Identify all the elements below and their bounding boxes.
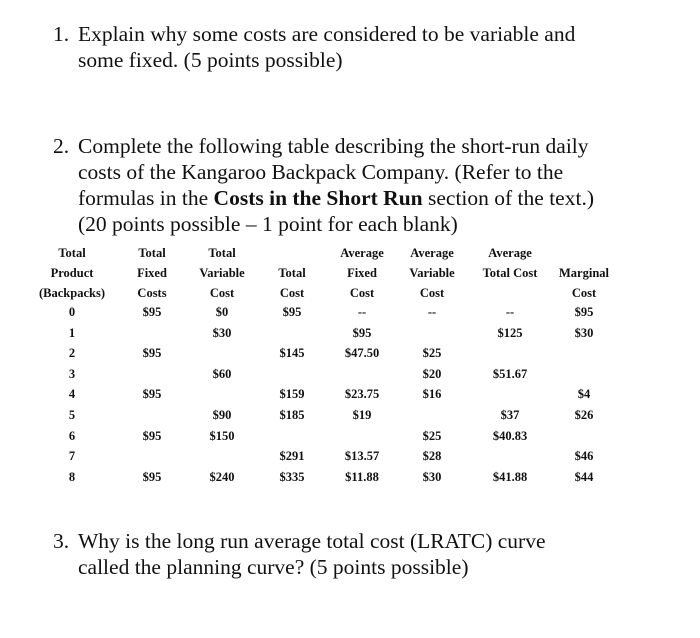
table-cell-fixed-cost: $95 — [142, 346, 162, 361]
header-product-line-1: Total — [58, 246, 86, 260]
table-cell-product: 5 — [68, 408, 76, 422]
table-cell-total-cost: $291 — [279, 449, 305, 464]
question-2-line-3-pre: formulas in the — [78, 186, 214, 210]
header-marginal-cost-line-2: Marginal — [559, 266, 609, 280]
table-cell-fixed-cost: $95 — [142, 428, 162, 443]
header-avg-fixed-cost-line-1: Average — [340, 246, 384, 260]
table-cell-avg-fixed-cost: $47.50 — [344, 346, 380, 361]
table-cell-avg-fixed-cost: -- — [357, 305, 367, 319]
table-cell-avg-variable-cost: $25 — [422, 346, 442, 361]
table-cell-avg-variable-cost: -- — [427, 305, 437, 319]
table-cell-product: 4 — [68, 387, 76, 402]
header-fixed-cost-line-1: Total — [138, 246, 166, 260]
table-cell-total-cost: $145 — [279, 346, 305, 361]
table-cell-avg-fixed-cost: $95 — [352, 325, 372, 340]
table-cell-avg-total-cost: $125 — [497, 325, 523, 340]
header-marginal-cost-line-3: Cost — [571, 286, 597, 300]
table-cell-product: 7 — [68, 449, 76, 464]
header-avg-fixed-cost-line-3: Cost — [349, 286, 375, 300]
table-cell-marginal-cost: $46 — [574, 449, 594, 464]
question-3-line-2: called the planning curve? (5 points possible) — [78, 555, 469, 579]
question-2-line-3 — [78, 185, 594, 211]
table-cell-avg-total-cost: $40.83 — [492, 428, 528, 443]
table-cell-avg-total-cost: $41.88 — [492, 469, 528, 484]
table-cell-product: 3 — [68, 366, 76, 381]
table-cell-product: 8 — [68, 469, 76, 484]
table-cell-variable-cost: $150 — [209, 428, 235, 443]
question-3-line-1: Why is the long run average total cost (LRATC) curve — [78, 529, 546, 553]
question-3 — [53, 528, 546, 580]
table-cell-avg-fixed-cost: $13.57 — [344, 449, 380, 464]
header-fixed-cost-line-3: Costs — [137, 286, 167, 300]
table-cell-avg-variable-cost: $30 — [422, 469, 442, 484]
table-cell-variable-cost: $90 — [212, 408, 232, 422]
table-cell-variable-cost: $60 — [212, 366, 232, 381]
question-2 — [53, 133, 594, 237]
table-cell-marginal-cost: $26 — [574, 408, 594, 422]
table-cell-marginal-cost: $4 — [577, 387, 591, 402]
question-2-section-name: Costs in the Short Run — [213, 186, 423, 210]
table-cell-fixed-cost: $95 — [142, 469, 162, 484]
header-avg-variable-cost-line-1: Average — [410, 246, 454, 260]
table-cell-variable-cost: $0 — [215, 305, 229, 319]
table-cell-marginal-cost: $44 — [574, 469, 594, 484]
table-cell-avg-total-cost: $37 — [500, 408, 520, 422]
header-variable-cost-line-2: Variable — [199, 266, 245, 280]
header-avg-fixed-cost-line-2: Fixed — [347, 266, 377, 280]
question-2-line-3-post: section of the text.) — [422, 186, 594, 210]
question-1-line-2: some fixed. (5 points possible) — [78, 48, 343, 72]
question-1 — [53, 21, 575, 73]
header-product-line-2: Product — [50, 266, 94, 280]
table-cell-avg-total-cost: $51.67 — [492, 366, 528, 381]
header-avg-total-cost-line-1: Average — [488, 246, 532, 260]
table-cell-marginal-cost: $95 — [574, 305, 594, 319]
question-3-number: 3. — [53, 529, 70, 553]
table-cell-variable-cost: $240 — [209, 469, 235, 484]
question-1-number: 1. — [53, 22, 70, 46]
table-cell-avg-variable-cost: $25 — [422, 428, 442, 443]
table-cell-product: 0 — [68, 305, 76, 319]
question-2-line-2: costs of the Kangaroo Backpack Company. (Refer to the — [78, 160, 564, 184]
table-cell-product: 6 — [68, 428, 76, 443]
table-cell-avg-fixed-cost: $23.75 — [344, 387, 380, 402]
header-product-line-3: (Backpacks) — [39, 286, 105, 300]
table-cell-avg-total-cost: -- — [505, 305, 515, 319]
table-cell-variable-cost: $30 — [212, 325, 232, 340]
header-avg-variable-cost-line-3: Cost — [419, 286, 445, 300]
table-cell-fixed-cost: $95 — [142, 387, 162, 402]
header-total-cost-line-2: Total — [278, 266, 306, 280]
table-cell-total-cost: $335 — [279, 469, 305, 484]
table-cell-product: 1 — [68, 325, 76, 340]
table-cell-total-cost: $95 — [282, 305, 302, 319]
question-2-number: 2. — [53, 134, 70, 158]
header-avg-total-cost-line-2: Total Cost — [482, 266, 538, 280]
question-2-line-4: (20 points possible – 1 point for each blank) — [78, 212, 458, 236]
header-avg-variable-cost-line-2: Variable — [409, 266, 455, 280]
table-cell-avg-variable-cost: $20 — [422, 366, 442, 381]
header-variable-cost-line-3: Cost — [209, 286, 235, 300]
table-cell-avg-fixed-cost: $19 — [352, 408, 372, 422]
header-fixed-cost-line-2: Fixed — [137, 266, 167, 280]
table-cell-product: 2 — [68, 346, 76, 361]
table-cell-fixed-cost: $95 — [142, 305, 162, 319]
table-cell-avg-fixed-cost: $11.88 — [345, 469, 379, 484]
table-cell-total-cost: $159 — [279, 387, 305, 402]
header-variable-cost-line-1: Total — [208, 246, 236, 260]
question-2-line-1: Complete the following table describing the short-run daily — [78, 134, 589, 158]
table-cell-avg-variable-cost: $28 — [422, 449, 442, 464]
table-cell-total-cost: $185 — [279, 408, 305, 422]
table-cell-avg-variable-cost: $16 — [422, 387, 442, 402]
header-total-cost-line-3: Cost — [279, 286, 305, 300]
table-cell-marginal-cost: $30 — [574, 325, 594, 340]
question-1-line-1: Explain why some costs are considered to be variable and — [78, 22, 576, 46]
